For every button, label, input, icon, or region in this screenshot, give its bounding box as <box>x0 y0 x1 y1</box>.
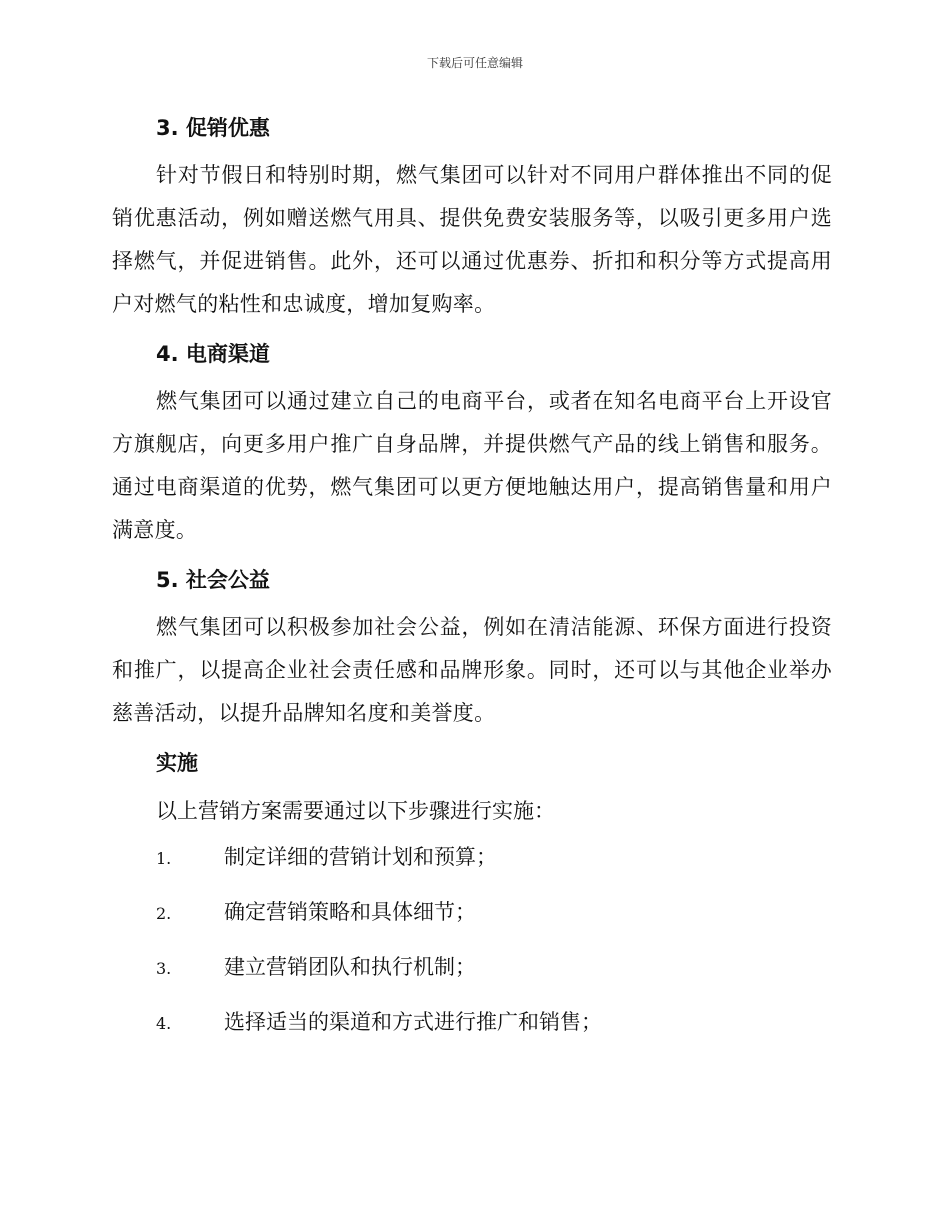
list-item-text: 确定营销策略和具体细节； <box>224 900 476 924</box>
section-paragraph-ecommerce: 燃气集团可以通过建立自己的电商平台，或者在知名电商平台上开设官方旗舰店，向更多用户推广自身品牌，并提供燃气产品的线上销售和服务。通过电商渠道的优势，燃气集团可以更方便地触达用户，提高销售量和用户满意度。 <box>112 389 832 542</box>
page-header-note: 下载后可任意编辑 <box>426 56 523 70</box>
list-item <box>112 1002 832 1057</box>
implementation-steps-list <box>112 837 832 1057</box>
section-heading-promotion: 3. 促销优惠 <box>156 116 270 140</box>
list-item-number: 4. <box>156 1014 172 1033</box>
list-item-number: 3. <box>156 959 172 978</box>
list-item-number: 1. <box>156 849 172 868</box>
section-heading-public-welfare: 5. 社会公益 <box>156 568 270 592</box>
implementation-intro: 以上营销方案需要通过以下步骤进行实施： <box>156 799 555 823</box>
list-item-text: 制定详细的营销计划和预算； <box>224 845 497 869</box>
list-item <box>112 947 832 1002</box>
list-item-number: 2. <box>156 904 172 923</box>
section-paragraph-public-welfare: 燃气集团可以积极参加社会公益，例如在清洁能源、环保方面进行投资和推广，以提高企业社会责任感和品牌形象。同时，还可以与其他企业举办慈善活动，以提升品牌知名度和美誉度。 <box>112 615 832 725</box>
section-paragraph-promotion: 针对节假日和特别时期，燃气集团可以针对不同用户群体推出不同的促销优惠活动，例如赠送燃气用具、提供免费安装服务等，以吸引更多用户选择燃气，并促进销售。此外，还可以通过优惠券、折扣和积分等方式提高用户对燃气的粘性和忠诚度，增加复购率。 <box>112 163 832 316</box>
document-body <box>112 108 832 1057</box>
list-item-text: 建立营销团队和执行机制； <box>224 955 476 979</box>
section-heading-ecommerce: 4. 电商渠道 <box>156 342 270 366</box>
list-item <box>112 892 832 947</box>
list-item-text: 选择适当的渠道和方式进行推广和销售； <box>224 1010 602 1034</box>
implementation-heading: 实施 <box>156 751 198 775</box>
list-item <box>112 837 832 892</box>
